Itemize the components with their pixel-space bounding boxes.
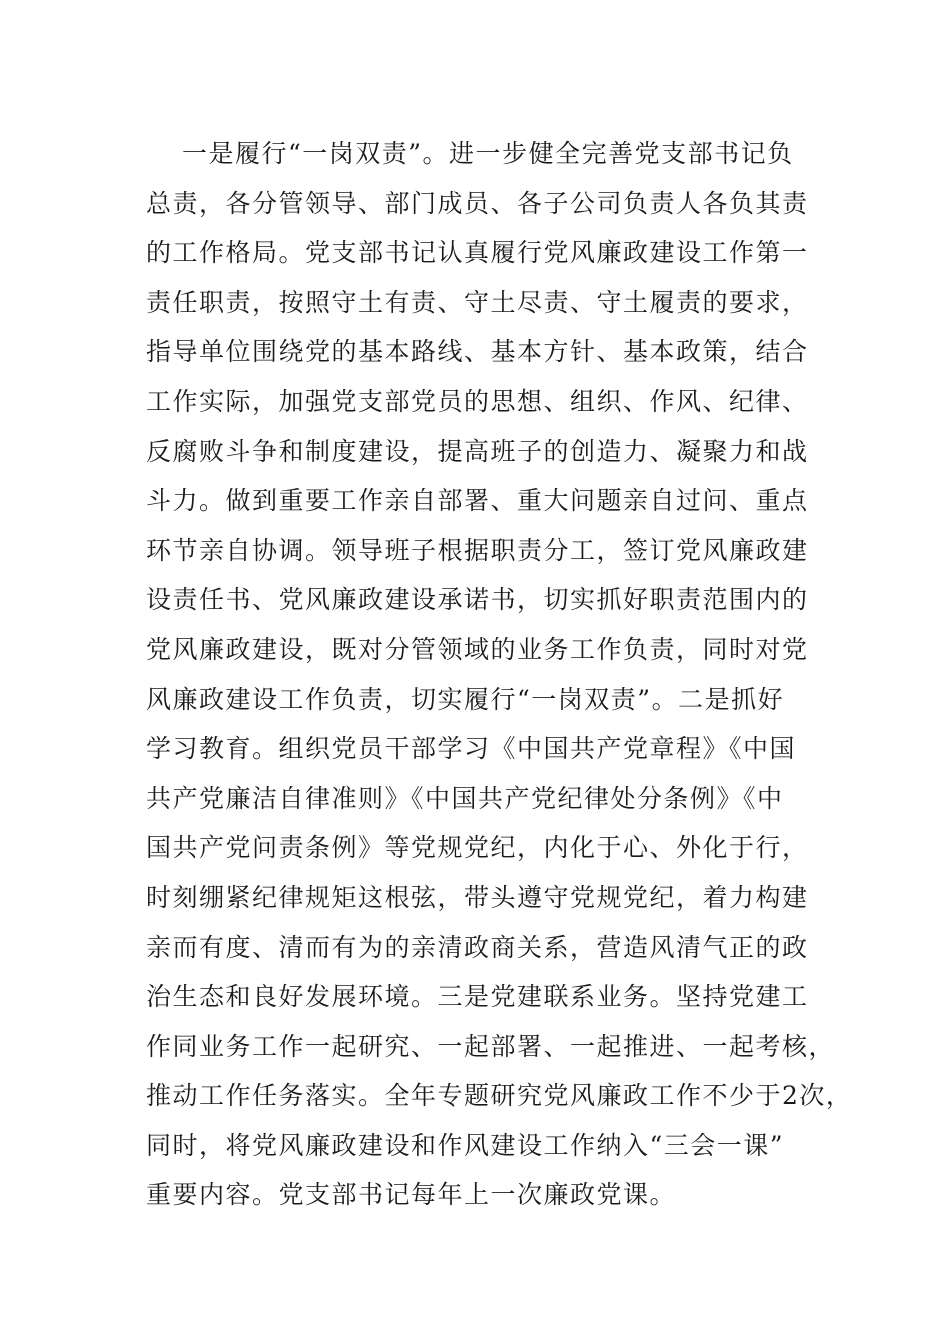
paragraph-line: 风廉政建设工作负责，切实履行“一岗双责”。二是抓好 — [146, 684, 785, 714]
paragraph-line: 作同业务工作一起研究、一起部署、一起推进、一起考核， — [146, 1031, 836, 1061]
paragraph-line: 时刻绷紧纪律规矩这根弦，带头遵守党规党纪，着力构建 — [146, 882, 809, 912]
paragraph-line: 治生态和良好发展环境。三是党建联系业务。坚持党建工 — [146, 982, 809, 1012]
paragraph-line: 总责，各分管领导、部门成员、各子公司负责人各负其责 — [146, 188, 809, 218]
paragraph-line: 亲而有度、清而有为的亲清政商关系，营造风清气正的政 — [146, 932, 809, 962]
paragraph-line: 重要内容。党支部书记每年上一次廉政党课。 — [146, 1180, 677, 1210]
paragraph-line: 工作实际，加强党支部党员的思想、组织、作风、纪律、 — [146, 386, 809, 416]
paragraph-line: 国共产党问责条例》等党规党纪，内化于心、外化于行， — [146, 833, 809, 863]
paragraph-line: 责任职责，按照守土有责、守土尽责、守土履责的要求， — [146, 287, 809, 317]
paragraph-line: 设责任书、党风廉政建设承诺书，切实抓好职责范围内的 — [146, 585, 809, 615]
paragraph-line: 反腐败斗争和制度建设，提高班子的创造力、凝聚力和战 — [146, 436, 809, 466]
paragraph-line: 推动工作任务落实。全年专题研究党风廉政工作不少于2次， — [146, 1081, 853, 1111]
paragraph-line: 斗力。做到重要工作亲自部署、重大问题亲自过问、重点 — [146, 486, 809, 516]
paragraph-line: 党风廉政建设，既对分管领域的业务工作负责，同时对党 — [146, 634, 809, 664]
paragraph-line: 环节亲自协调。领导班子根据职责分工，签订党风廉政建 — [146, 535, 809, 565]
paragraph-line: 指导单位围绕党的基本路线、基本方针、基本政策，结合 — [146, 337, 809, 367]
body-paragraph — [146, 129, 853, 1220]
paragraph-line: 的工作格局。党支部书记认真履行党风廉政建设工作第一 — [146, 238, 809, 268]
paragraph-line: 一是履行“一岗双责”。进一步健全完善党支部书记负 — [182, 139, 794, 168]
paragraph-line: 共产党廉洁自律准则》《中国共产党纪律处分条例》《中 — [146, 783, 784, 813]
paragraph-line: 学习教育。组织党员干部学习《中国共产党章程》《中国 — [146, 734, 797, 764]
paragraph-line: 同时，将党风廉政建设和作风建设工作纳入“三会一课” — [146, 1130, 785, 1160]
